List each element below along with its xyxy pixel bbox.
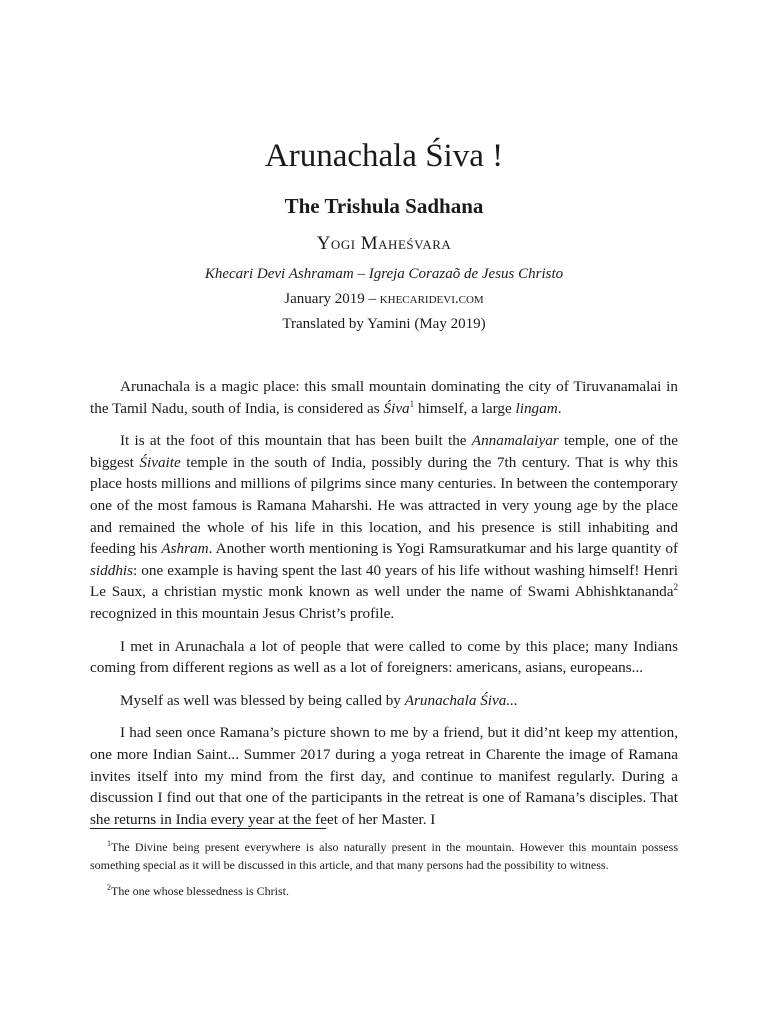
publication-date: January 2019 –	[284, 291, 376, 307]
text-run: . Another worth mentioning is Yogi Ramsuratkumar and his large quantity of	[208, 540, 679, 558]
footnote-1	[90, 839, 678, 874]
emphasis: Arunachala Śiva...	[404, 691, 518, 709]
translation-credit: Translated by Yamini (May 2019)	[282, 316, 486, 332]
document-page	[90, 0, 678, 1024]
footnote-mark: 1	[107, 839, 111, 848]
emphasis: Annamalaiyar	[471, 432, 559, 450]
footnote-ref-2[interactable]: 2	[673, 582, 678, 593]
text-run: recognized in this mountain Jesus Christ’s profile.	[90, 604, 395, 622]
emphasis: lingam	[515, 399, 558, 417]
author-affiliation: Khecari Devi Ashramam – Igreja Corazaõ de Jesus Christo	[204, 266, 564, 282]
paragraph-5: I had seen once Ramana’s picture shown to me by a friend, but it did’nt keep my attention, one more Indian Saint... Summer 2017 during a yoga retreat in Charente the image of Ramana invites itself into my mind from the first day, and continue to manifest regularly. During a discussion I find out that one of the participants in the retreat is one of Ramana’s disciples. That she returns in India every year at the feet of her Master. I	[90, 724, 678, 828]
document-subtitle: The Trishula Sadhana	[284, 194, 484, 218]
footnotes	[90, 839, 678, 910]
paragraph-2	[90, 430, 678, 624]
emphasis: siddhis	[90, 561, 134, 579]
text-run: temple, one of the biggest	[90, 432, 678, 471]
footnote-divider	[90, 828, 326, 829]
footnote-text: The one whose blessedness is Christ.	[111, 884, 289, 898]
paragraph-3: I met in Arunachala a lot of people that were called to come by this place; many Indians coming from different regions as well as a lot of foreigners: americans, asians, europeans...	[90, 637, 678, 677]
emphasis: Śivaite	[139, 453, 181, 471]
article-body	[90, 376, 678, 841]
text-run: : one example is having spent the last 40 years of his life without washing himself! Henri Le Saux, a christian mystic monk known as well under the name of Swami Abhishktananda	[90, 561, 678, 601]
footnote-mark: 2	[107, 883, 111, 892]
text-run: himself, a large	[414, 399, 516, 417]
text-run: Arunachala is a magic place: this small mountain dominating the city of Tiruvanamalai in the Tamil Nadu, south of India, is considered as	[90, 378, 678, 417]
footnote-ref-1[interactable]: 1	[409, 398, 415, 409]
document-title: Arunachala Śiva !	[264, 138, 504, 174]
footnote-text: The Divine being present everywhere is also naturally present in the mountain. However this mountain possess something special as it will be discussed in this article, and that many persons had the possibility to witness.	[90, 840, 678, 872]
text-run: temple in the south of India, possibly during the 7th century. That is why this place hosts millions and millions of pilgrims since many centuries. In between the contemporary one of the most famous is Ramana Maharshi. He was attracted in very young age by the place and remained the whole of his life in this location, and his presence is still inhabiting and feeding his	[90, 453, 678, 558]
text-run: .	[557, 399, 562, 417]
emphasis: Śiva	[383, 399, 410, 417]
author-name: Yogi Maheśvara	[316, 233, 452, 254]
paragraph-1	[90, 376, 678, 419]
text-run: It is at the foot of this mountain that has been built the	[120, 432, 472, 450]
website-link[interactable]: khecaridevi.com	[379, 291, 484, 307]
paragraph-4	[90, 690, 678, 712]
publication-date-line	[90, 291, 678, 308]
text-run: Myself as well was blessed by being called by	[120, 691, 405, 709]
footnote-2	[90, 883, 678, 901]
emphasis: Ashram	[161, 540, 209, 558]
